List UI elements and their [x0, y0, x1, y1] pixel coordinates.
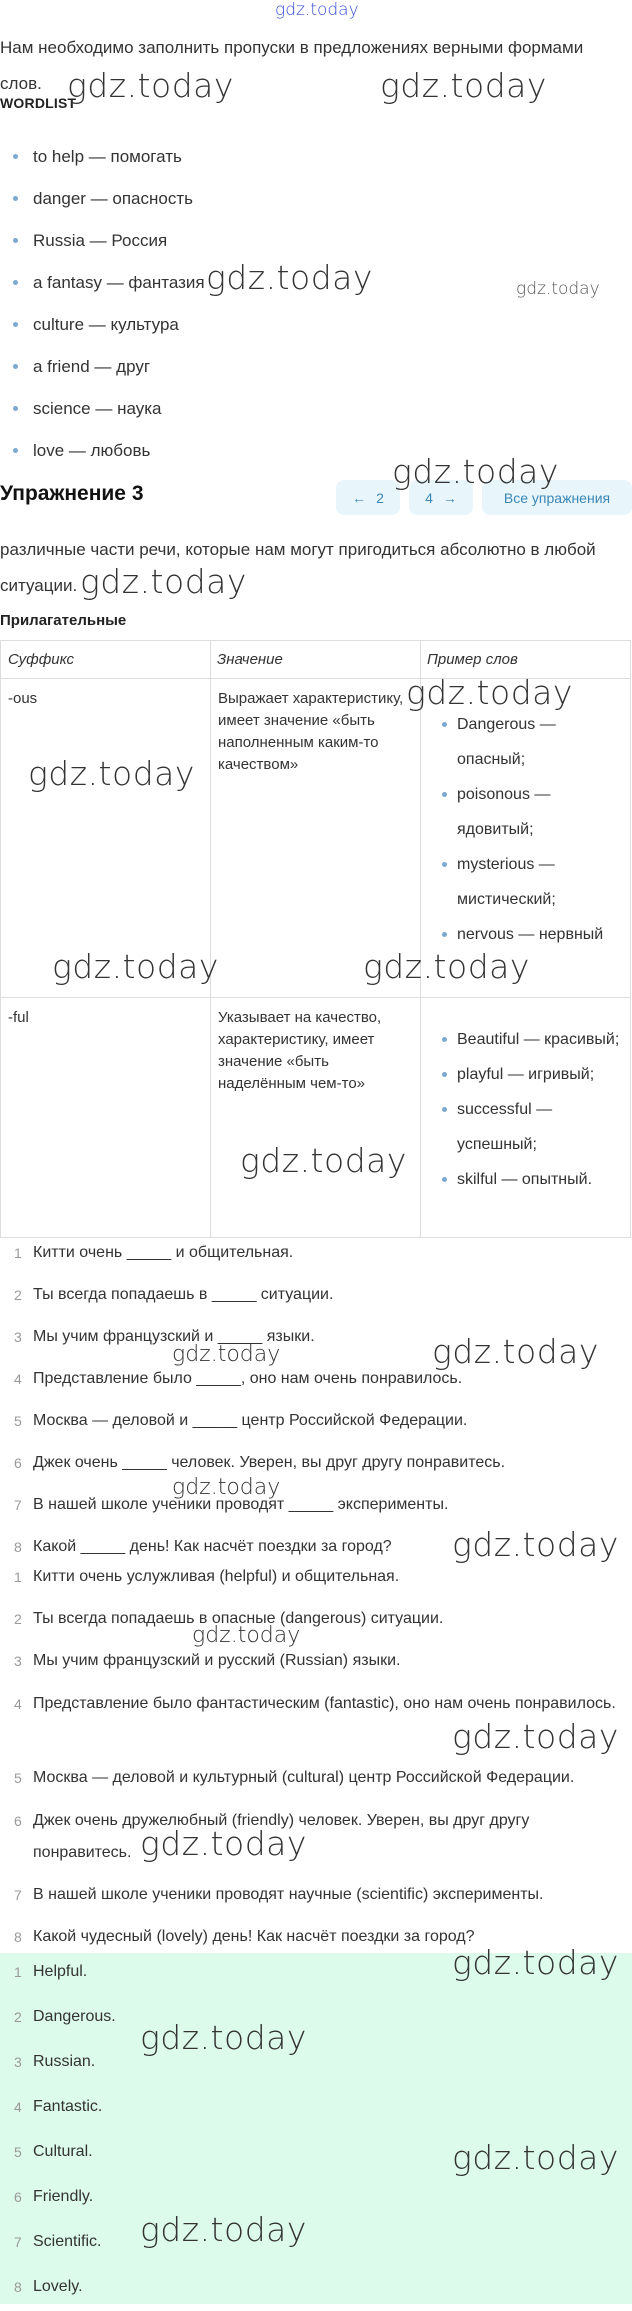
example-item: Dangerous — опасный; [438, 707, 628, 777]
item-number: 3 [14, 2054, 22, 2070]
list-item [0, 2091, 632, 2136]
item-number: 4 [14, 1696, 22, 1712]
item-number: 5 [14, 2144, 22, 2160]
wordlist-item: danger — опасность [0, 180, 205, 222]
watermark-logo: gdz.today [172, 1475, 281, 1500]
task-text: Ты всегда попадаешь в _____ ситуации. [33, 1286, 334, 1303]
watermark-logo: gdz.today [192, 1623, 301, 1648]
answer-text: Lovely. [33, 2278, 83, 2295]
wordlist-item: love — любовь [0, 432, 205, 474]
item-number: 5 [14, 1413, 22, 1429]
next-exercise-label: 4 [425, 489, 433, 506]
list-item [0, 1280, 632, 1322]
watermark-logo: gdz.today [452, 2138, 619, 2177]
watermark-logo: gdz.today [140, 2018, 307, 2057]
filled-text: Москва — деловой и культурный (cultural) центр Российской Федерации. [33, 1769, 575, 1786]
table-header-examples: Пример слов [420, 641, 631, 679]
all-exercises-label: Все упражнения [503, 489, 611, 506]
table-cell-meaning: Указывает на качество, характеристику, имеет значение «быть наделённым чем-то» [218, 1009, 382, 1092]
watermark-logo: gdz.today [67, 66, 234, 105]
filled-text: В нашей школе ученики проводят научные (scientific) эксперименты. [33, 1886, 544, 1903]
list-item [0, 1238, 632, 1280]
item-number: 6 [14, 1813, 22, 1829]
item-number: 3 [14, 1653, 22, 1669]
table-header-suffix: Суффикс [1, 641, 210, 679]
item-number: 8 [14, 2279, 22, 2295]
watermark-logo: gdz.today [240, 1141, 407, 1180]
prev-exercise-label: 2 [376, 489, 384, 506]
example-item: nervous — нервный [438, 917, 628, 952]
example-item: playful — игривый; [438, 1057, 628, 1092]
item-number: 3 [14, 1329, 22, 1345]
answer-text: Helpful. [33, 1963, 88, 1980]
exercise-title: Упражнение 3 [0, 482, 144, 505]
watermark-logo: gdz.today [363, 947, 530, 986]
item-number: 8 [14, 1539, 22, 1555]
task-text: Мы учим французский и _____ языки. [33, 1328, 315, 1345]
watermark-logo: gdz.today [80, 562, 247, 601]
prev-exercise-button[interactable] [336, 480, 400, 515]
item-number: 5 [14, 1770, 22, 1786]
item-number: 7 [14, 2234, 22, 2250]
task-text: В нашей школе ученики проводят _____ эксперименты. [33, 1496, 449, 1513]
item-number: 2 [14, 1287, 22, 1303]
watermark-logo: gdz.today [172, 1342, 281, 1367]
item-number: 4 [14, 1371, 22, 1387]
task-text: Представление было _____, оно нам очень понравилось. [33, 1370, 463, 1387]
item-number: 1 [14, 1245, 22, 1261]
task-list [0, 1238, 632, 1568]
item-number: 8 [14, 1929, 22, 1945]
example-item: mysterious — мистический; [438, 847, 628, 917]
task-text: Какой _____ день! Как насчёт поездки за город? [33, 1538, 392, 1555]
watermark-logo: gdz.today [206, 258, 373, 297]
wordlist-item: a fantasy — фантазия [0, 264, 205, 306]
task-text: Москва — деловой и _____ центр Российской Федерации. [33, 1412, 468, 1429]
watermark-logo: gdz.today [452, 1717, 619, 1756]
list-item [0, 1562, 625, 1604]
watermark-logo: gdz.today [275, 0, 359, 20]
watermark-logo: gdz.today [392, 452, 559, 491]
filled-text: Представление было фантастическим (fantastic), оно нам очень понравилось. [33, 1695, 616, 1712]
wordlist-item: Russia — Россия [0, 222, 205, 264]
example-item: Beautiful — красивый; [438, 1022, 628, 1057]
answer-text: Friendly. [33, 2188, 94, 2205]
list-item [0, 1448, 632, 1490]
wordlist-heading: WORDLIST [0, 95, 77, 111]
adjectives-heading: Прилагательные [0, 612, 127, 629]
watermark-logo: gdz.today [432, 1332, 599, 1371]
intro-paragraph: Нам необходимо заполнить пропуски в предложениях верными формами слов. [0, 38, 584, 93]
answer-text: Cultural. [33, 2143, 93, 2160]
item-number: 4 [14, 2099, 22, 2115]
list-item [0, 2181, 632, 2226]
arrow-left-icon: ← [352, 489, 367, 506]
watermark-logo: gdz.today [140, 2210, 307, 2249]
table-cell-examples [438, 707, 628, 952]
table-header-meaning: Значение [210, 641, 420, 679]
list-item [0, 1763, 625, 1805]
watermark-logo: gdz.today [452, 1525, 619, 1564]
watermark-logo: gdz.today [452, 1943, 619, 1982]
list-item [0, 1604, 625, 1646]
answer-text: Dangerous. [33, 2008, 116, 2025]
item-number: 2 [14, 2009, 22, 2025]
answers-list [0, 1956, 632, 2311]
item-number: 6 [14, 2189, 22, 2205]
example-item: successful — успешный; [438, 1092, 628, 1162]
task-text: Китти очень _____ и общительная. [33, 1244, 294, 1261]
list-item [0, 2226, 632, 2271]
list-item [0, 2001, 632, 2046]
watermark-logo: gdz.today [380, 66, 547, 105]
watermark-logo: gdz.today [140, 1824, 307, 1863]
example-item: skilful — опытный. [438, 1162, 628, 1197]
answer-text: Russian. [33, 2053, 96, 2070]
watermark-logo: gdz.today [516, 279, 600, 299]
wordlist-item: science — наука [0, 390, 205, 432]
item-number: 7 [14, 1887, 22, 1903]
list-item [0, 2046, 632, 2091]
table-cell-suffix: -ful [8, 1009, 29, 1026]
watermark-logo: gdz.today [52, 947, 219, 986]
answer-text: Scientific. [33, 2233, 102, 2250]
wordlist-item: a friend — друг [0, 348, 205, 390]
item-number: 6 [14, 1455, 22, 1471]
item-number: 2 [14, 1611, 22, 1627]
description-paragraph: различные части речи, которые нам могут пригодиться абсолютно в любой ситуации. [0, 540, 596, 595]
item-number: 7 [14, 1497, 22, 1513]
arrow-right-icon: → [442, 489, 457, 506]
list-item [0, 1805, 625, 1880]
table-cell-suffix: -ous [8, 690, 38, 707]
list-item [0, 1880, 625, 1922]
filled-list [0, 1562, 625, 1958]
wordlist-item: to help — помогать [0, 138, 205, 180]
wordlist [0, 138, 205, 474]
filled-text: Мы учим французский и русский (Russian) языки. [33, 1652, 401, 1669]
filled-text: Китти очень услужливая (helpful) и общительная. [33, 1568, 400, 1585]
item-number: 1 [14, 1964, 22, 1980]
table-cell-meaning: Выражает характеристику, имеет значение «быть наполненным каким-то качеством» [218, 690, 404, 773]
filled-text: Какой чудесный (lovely) день! Как насчёт поездки за город? [33, 1928, 475, 1945]
task-text: Джек очень _____ человек. Уверен, вы друг другу понравитесь. [33, 1454, 506, 1471]
example-item: poisonous — ядовитый; [438, 777, 628, 847]
filled-text: Ты всегда попадаешь в опасные (dangerous) ситуации. [33, 1610, 444, 1627]
item-number: 1 [14, 1569, 22, 1585]
watermark-logo: gdz.today [406, 673, 573, 712]
list-item [0, 1646, 625, 1688]
wordlist-item: culture — культура [0, 306, 205, 348]
watermark-logo: gdz.today [28, 754, 195, 793]
list-item [0, 2271, 632, 2311]
list-item [0, 1406, 632, 1448]
answer-text: Fantastic. [33, 2098, 103, 2115]
table-cell-examples [438, 1022, 628, 1197]
filled-text: Джек очень дружелюбный (friendly) человек. Уверен, вы друг другу понравитесь. [33, 1812, 530, 1861]
